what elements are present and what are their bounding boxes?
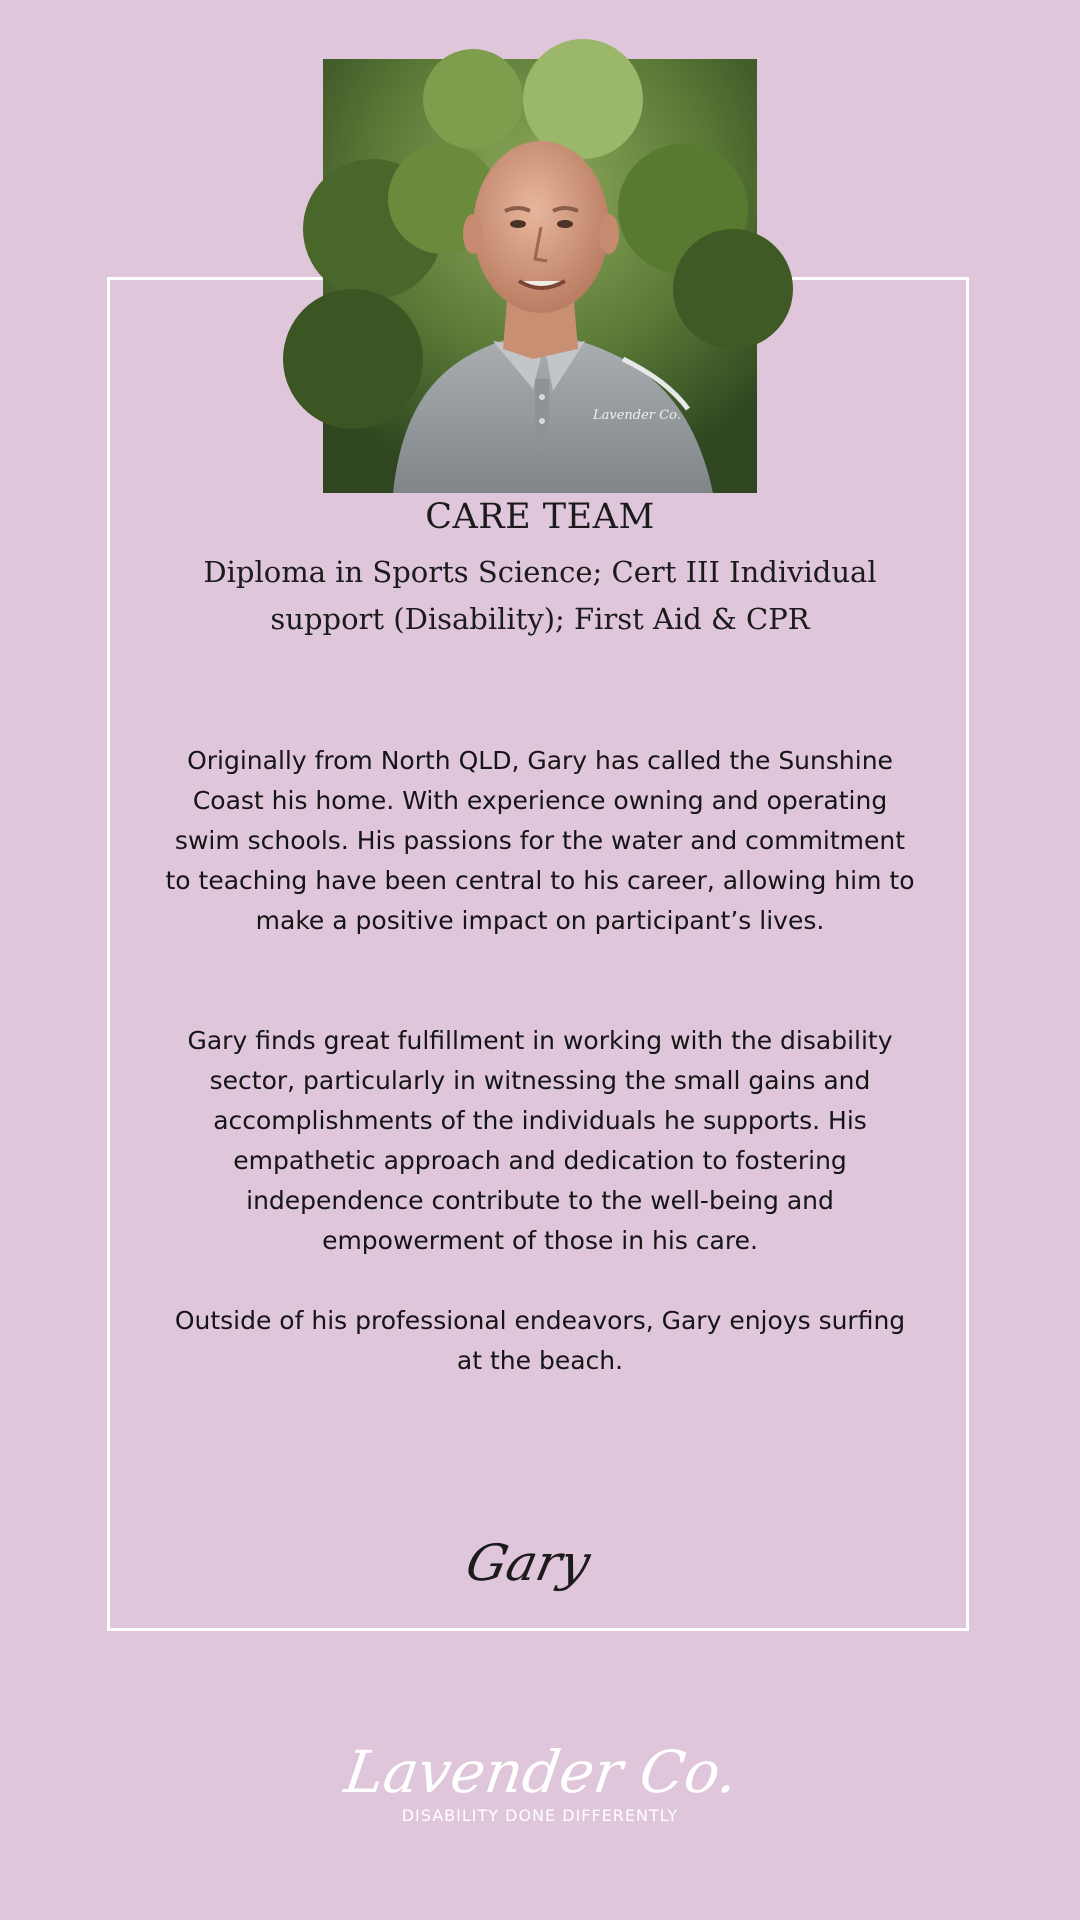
qualifications: Diploma in Sports Science; Cert III Individual support (Disability); First Aid & CPR <box>203 555 877 636</box>
bio-paragraph-3: Outside of his professional endeavors, Gary enjoys surfing at the beach. <box>174 1306 906 1375</box>
staff-photo <box>323 59 757 493</box>
bio-paragraph-2: Gary finds great fulfillment in working with the disability sector, particularly in witnessing the small gains and accomplishments of the individuals he supports. His empathetic approach and dedication to fostering independence contribute to the well-being and empowerment of those in his care. <box>187 1026 893 1255</box>
signature-text: Gary <box>461 1533 596 1592</box>
signature <box>461 1522 610 1602</box>
logo-text: Lavender Co. <box>340 1738 742 1806</box>
brand-tagline: DISABILITY DONE DIFFERENTLY <box>401 1806 679 1825</box>
role-title: CARE TEAM <box>425 497 655 537</box>
shirt-logo: Lavender Co. <box>593 408 681 423</box>
bio-paragraph-1: Originally from North QLD, Gary has called the Sunshine Coast his home. With experience owning and operating swim schools. His passions for the water and commitment to teaching have been central to his career, allowing him to make a positive impact on participant’s lives. <box>165 746 915 935</box>
